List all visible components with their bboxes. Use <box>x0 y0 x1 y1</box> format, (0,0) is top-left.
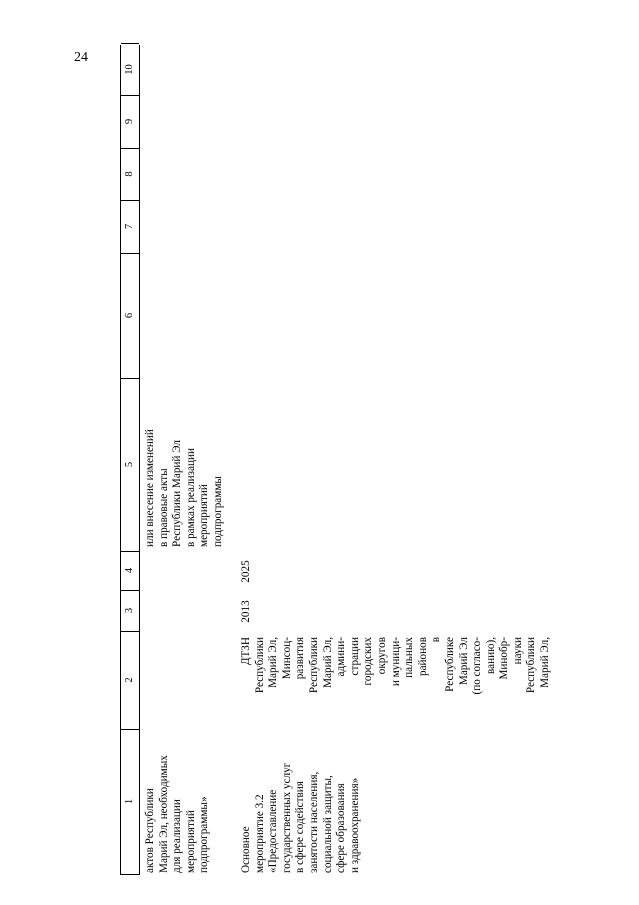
column-header-6 <box>121 253 139 379</box>
text-line: Марий Эл, <box>539 637 552 688</box>
column-header-7 <box>121 200 139 254</box>
text-line: Минобр- <box>498 637 511 680</box>
text-line: мероприятий <box>184 810 197 873</box>
text-line: ДТЗН <box>240 637 252 666</box>
text-line: в сфере содействия <box>294 781 307 873</box>
row2-col4-end-year: 2025 <box>240 560 252 583</box>
text-line: сфере образования <box>335 783 348 873</box>
text-line: (по согласо- <box>471 637 484 695</box>
column-header-label: 2 <box>124 677 135 683</box>
column-header-label: 10 <box>124 64 135 75</box>
text-line: и здравоохранения» <box>348 777 361 873</box>
text-line: в правовые акты <box>157 468 170 547</box>
text-line: Минсоц- <box>280 637 293 680</box>
column-header-label: 5 <box>124 461 135 468</box>
text-line: Основное <box>240 826 252 873</box>
column-header-label: 9 <box>124 118 135 125</box>
text-line: в рамках реализации <box>184 447 197 547</box>
text-line: Республики <box>525 637 538 694</box>
text-line: пальных <box>403 637 416 678</box>
text-line: в <box>430 637 443 643</box>
column-header-label: 6 <box>124 312 135 319</box>
text-line: ванию), <box>484 637 497 674</box>
text-line: или внесение изменений <box>144 429 156 547</box>
column-header-label: 7 <box>124 223 135 230</box>
text-line: Республики Марий Эл <box>171 439 184 547</box>
column-header-8 <box>121 148 139 201</box>
column-header-9 <box>121 95 139 149</box>
text-line: мероприятий <box>198 484 211 547</box>
text-line: Марий Эл <box>457 637 470 686</box>
text-line: социальной защиты, <box>321 775 334 873</box>
text-line: админи- <box>335 637 348 677</box>
text-line: занятости населения, <box>307 771 320 873</box>
rotated-table <box>120 45 610 875</box>
row2-col1-text <box>240 735 362 873</box>
text-line: Марий Эл, необходимых <box>157 755 170 873</box>
text-line: округов <box>375 637 388 675</box>
column-header-1 <box>121 729 139 875</box>
column-header-2 <box>121 631 139 730</box>
text-line: подпрограммы <box>211 476 224 547</box>
row1-col1-text <box>144 735 212 873</box>
text-line: и муници- <box>389 637 402 687</box>
text-line: Марий Эл, <box>321 637 334 688</box>
column-header-label: 4 <box>124 567 135 574</box>
text-line: развития <box>294 637 307 680</box>
column-header-label: 3 <box>124 607 135 614</box>
row1-col5-text <box>144 387 226 547</box>
text-line: Республики <box>253 637 266 694</box>
text-line: страции <box>348 637 361 676</box>
text-line: Республики <box>307 637 320 694</box>
text-line: Республике <box>443 637 456 692</box>
row2-col3-start-year: 2013 <box>240 600 252 623</box>
text-line: актов Республики <box>144 788 156 873</box>
text-line: «Предоставление <box>267 789 280 873</box>
text-line: Марий Эл, <box>267 637 280 688</box>
column-header-5 <box>121 378 139 552</box>
text-line: государственных услуг <box>280 762 293 873</box>
column-header-label: 1 <box>124 798 135 805</box>
row2-col2-text <box>240 637 553 730</box>
text-line: подпрограммы» <box>198 796 211 873</box>
column-header-4 <box>121 551 139 591</box>
column-header-10 <box>121 43 139 96</box>
page-number: 24 <box>74 50 88 65</box>
column-header-3 <box>121 590 139 632</box>
text-line: науки <box>511 637 524 665</box>
text-line: мероприятие 3.2 <box>253 794 266 873</box>
column-header-label: 8 <box>124 171 135 177</box>
column-header-row <box>120 45 140 875</box>
text-line: для реализации <box>171 799 184 873</box>
text-line: районов <box>416 637 429 677</box>
text-line: городских <box>362 637 375 686</box>
